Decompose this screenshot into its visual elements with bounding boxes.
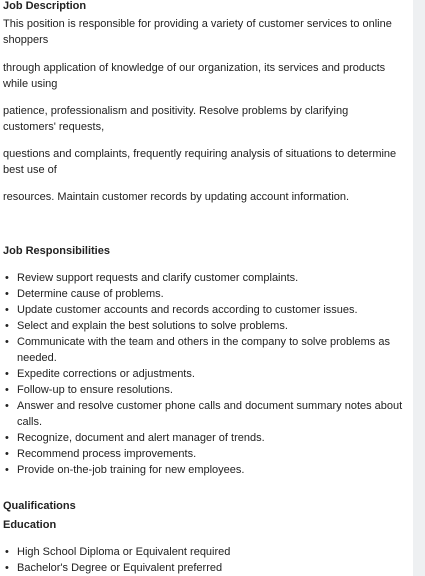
list-item: • Review support requests and clarify customer complaints.	[3, 270, 403, 286]
list-item: • Answer and resolve customer phone calls and document summary notes about calls.	[3, 398, 403, 430]
list-item: • Communicate with the team and others in the company to solve problems as needed.	[3, 334, 403, 366]
description-paragraph-5: resources. Maintain customer records by updating account information.	[3, 191, 350, 203]
list-item: • Follow-up to ensure resolutions.	[3, 382, 403, 398]
list-item: • Determine cause of problems.	[3, 286, 403, 302]
responsibilities-list	[3, 270, 403, 478]
list-item: • Recognize, document and alert manager of trends.	[3, 430, 403, 446]
description-paragraph-1: This position is responsible for providing a variety of customer services to online shoppers	[3, 18, 392, 46]
description-paragraph-3: patience, professionalism and positivity. Resolve problems by clarifying customers' requests,	[3, 105, 349, 133]
list-item: • Expedite corrections or adjustments.	[3, 366, 403, 382]
list-item: • High School Diploma or Equivalent required	[3, 544, 403, 560]
right-sidebar-panel	[413, 0, 425, 576]
job-responsibilities-heading: Job Responsibilities	[3, 245, 110, 257]
education-list	[3, 544, 403, 576]
qualifications-heading: Qualifications	[3, 500, 76, 512]
list-item: • Recommend process improvements.	[3, 446, 403, 462]
list-item: • Select and explain the best solutions to solve problems.	[3, 318, 403, 334]
list-item: • Bachelor's Degree or Equivalent preferred	[3, 560, 403, 576]
job-description-heading: Job Description	[3, 0, 87, 12]
description-paragraph-2: through application of knowledge of our organization, its services and products while using	[3, 62, 386, 90]
description-paragraph-4: questions and complaints, frequently requiring analysis of situations to determine best use of	[3, 148, 397, 176]
list-item: • Provide on-the-job training for new employees.	[3, 462, 403, 478]
list-item: • Update customer accounts and records according to customer issues.	[3, 302, 403, 318]
education-heading: Education	[3, 519, 57, 531]
